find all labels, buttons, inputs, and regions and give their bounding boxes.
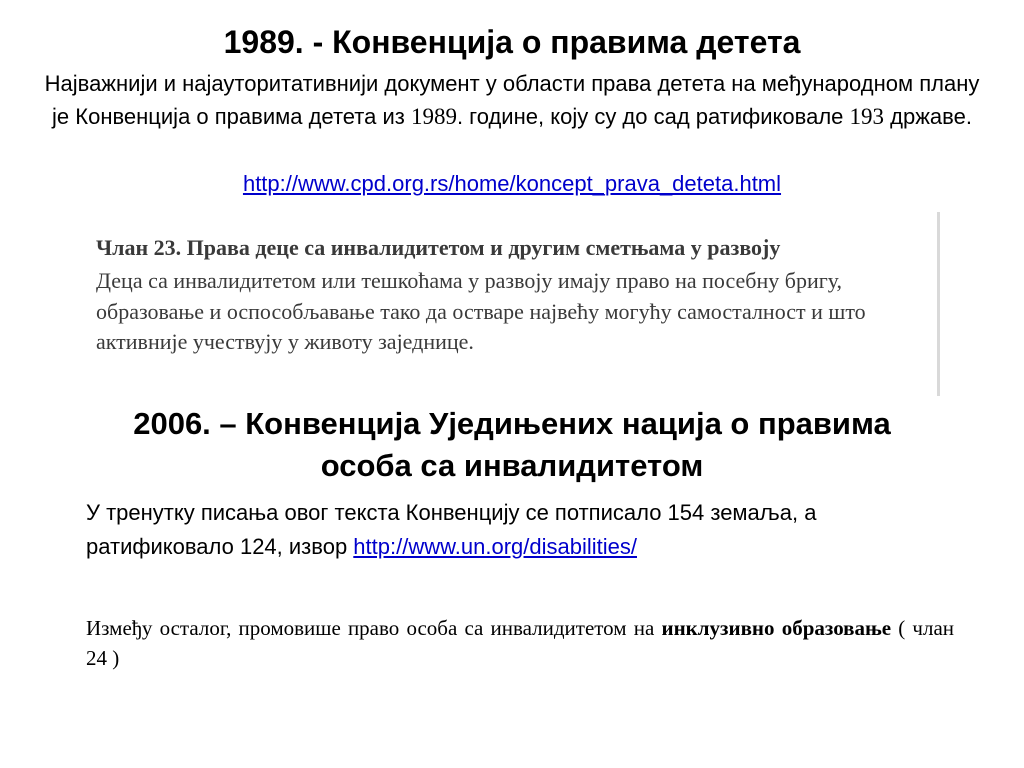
- intro-text-part1: Најважнији и најауторитативнији документ у области права детета на међународном плану је Конвенција о правима детета из: [44, 71, 980, 129]
- convention-status-text: У тренутку писања овог текста Конвенцију се потписало 154 земаља, а ратификовало 124, извор: [86, 500, 817, 559]
- inclusive-text-part2: ( члан 24 ): [86, 616, 955, 670]
- inclusive-text-part1: Између осталог, промовише право особа са инвалидитетом на: [86, 616, 662, 640]
- inclusive-education-paragraph: [86, 613, 954, 673]
- section-title-2006: 2006. – Конвенција Уједињених нација о правима особа са инвалидитетом: [133, 406, 891, 483]
- article-23-body: Деца са инвалидитетом или тешкоћама у развоју имају право на посебну бригу, образовање и оспособљавање тако да остваре највећу могућу самосталност и што активније учествују у животу заједнице.: [96, 268, 866, 354]
- intro-text-part3: државе.: [884, 104, 972, 129]
- section-title-1989: 1989. - Конвенција о правима детета: [223, 24, 801, 60]
- article-23-title: Члан 23. Права деце са инвалидитетом и другим сметњама у развоју: [96, 235, 781, 260]
- article-23-image: [86, 212, 940, 396]
- link-row-cpd: [0, 169, 1024, 199]
- image-border: [937, 212, 940, 396]
- intro-count: 193: [849, 104, 885, 129]
- inclusive-education-bold: инклузивно образовање: [661, 616, 892, 640]
- intro-year: 1989: [410, 104, 457, 129]
- convention-status-paragraph: [86, 496, 956, 564]
- un-disabilities-link[interactable]: http://www.un.org/disabilities/: [353, 534, 637, 559]
- intro-paragraph: [40, 67, 984, 133]
- intro-text-part2: . године, коју су до сад ратификовале: [456, 104, 850, 129]
- cpd-link[interactable]: http://www.cpd.org.rs/home/koncept_prava_deteta.html: [242, 171, 782, 196]
